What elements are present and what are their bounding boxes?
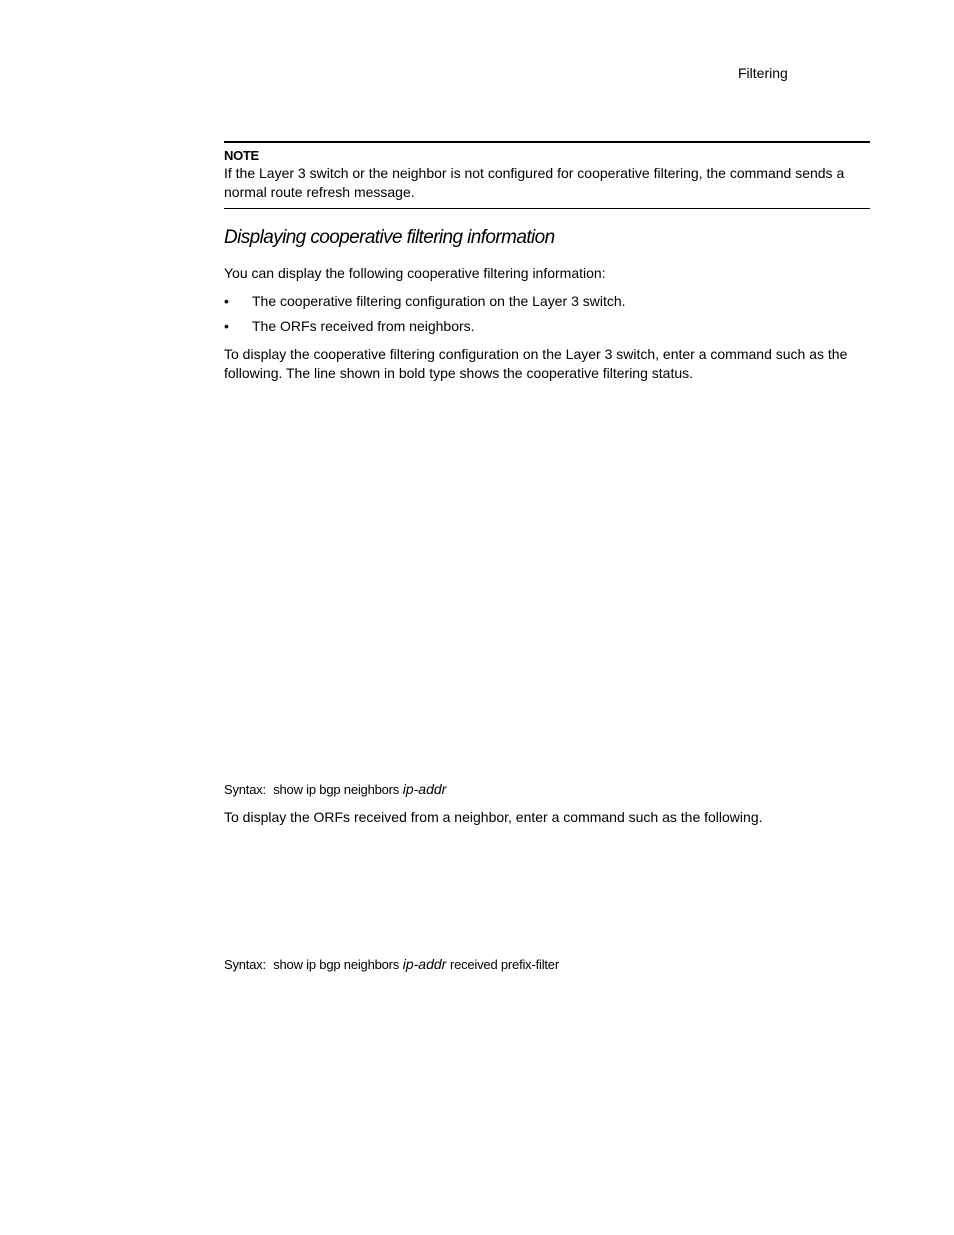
syntax-suffix: received prefix-filter: [449, 957, 559, 972]
running-header: Filtering: [738, 65, 788, 81]
syntax-command: show ip bgp neighbors: [273, 957, 400, 972]
intro-paragraph: You can display the following cooperative filtering information:: [224, 265, 606, 281]
bullet-text: The cooperative filtering configuration on the Layer 3 switch.: [252, 293, 626, 309]
syntax-variable: ip-addr: [402, 781, 447, 797]
instruction-paragraph: To display the cooperative filtering configuration on the Layer 3 switch, enter a command such as the following. The line shown in bold type shows the cooperative filtering status.: [224, 346, 848, 381]
note-title: NOTE: [224, 148, 259, 163]
syntax-label: Syntax:: [224, 957, 266, 972]
bullet-text: The ORFs received from neighbors.: [252, 318, 475, 334]
syntax-line: [224, 780, 446, 799]
instruction-paragraph: To display the ORFs received from a neighbor, enter a command such as the following.: [224, 809, 763, 825]
section-heading: Displaying cooperative filtering information: [224, 227, 555, 248]
syntax-label: Syntax:: [224, 782, 266, 797]
note-box: [224, 141, 870, 209]
bullet-icon: •: [224, 293, 229, 309]
bullet-item: [224, 292, 626, 311]
syntax-variable: ip-addr: [402, 956, 447, 972]
note-body: If the Layer 3 switch or the neighbor is not configured for cooperative filtering, the command sends a normal route refresh message.: [224, 165, 845, 200]
bullet-icon: •: [224, 318, 229, 334]
syntax-command: show ip bgp neighbors: [273, 782, 400, 797]
syntax-line: [224, 955, 559, 974]
bullet-item: [224, 317, 475, 336]
